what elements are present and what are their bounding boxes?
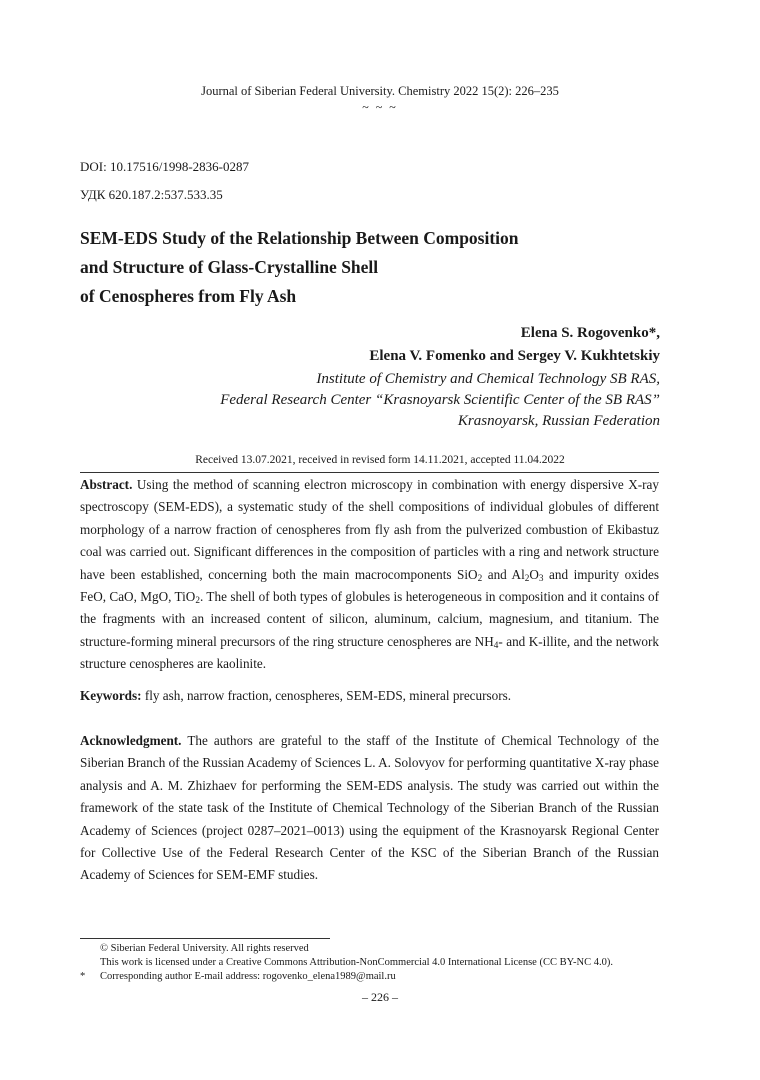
title-line-2: and Structure of Glass-Crystalline Shell bbox=[80, 257, 379, 277]
footnote-rule bbox=[80, 938, 330, 939]
received-dates: Received 13.07.2021, received in revised form 14.11.2021, accepted 11.04.2022 bbox=[195, 454, 565, 466]
abstract: Abstract. Using the method of scanning electron microscopy in combination with energy dispersive X-ray spectroscopy (SEM-EDS), a systematic study of the shell compositions of individual globules of different morphology of a narrow fraction of cenospheres from fly ash from the pulverized combustion of Ekibastuz coal was carried out. Significant differences in the composition of particles with a ring and network structure have been established, concerning both the main macrocomponents SiO$_2$ and $Al_2O_3$ and impurity oxides FeO, CaO, MgO, TiO$_2$. The shell of both types of globules is heterogeneous in composition and it contains of the fragments with an increased content of silicon, aluminum, calcium, magnesium, and titanium. The structure-forming mineral precursors of the ring structure cenospheres are $NH_4-$ and K-illite, and the network structure cenospheres are kaolinite. bbox=[80, 477, 659, 672]
abstract-label: Abstract. bbox=[80, 477, 133, 492]
footnote-star: * bbox=[80, 971, 86, 982]
footnote-copyright: © Siberian Federal University. All rights reserved bbox=[100, 943, 309, 954]
header-separator: ~ ~ ~ bbox=[362, 100, 398, 114]
affiliation-line-1: Institute of Chemistry and Chemical Technology SB RAS, bbox=[316, 371, 660, 387]
udk: УДК 620.187.2:537.533.35 bbox=[80, 187, 223, 202]
footnote-license: This work is licensed under a Creative Commons Attribution-NonCommercial 4.0 International License (CC BY-NC 4.0). bbox=[100, 957, 613, 968]
paper-title bbox=[80, 224, 680, 311]
abstract-rule bbox=[80, 472, 659, 473]
acknowledgment: Acknowledgment. The authors are grateful to the staff of the Institute of Chemical Technology of the Siberian Branch of the Russian Academy of Sciences L. A. Solovyov for performing quantitative X-ray phase analysis and A. M. Zhizhaev for performing the SEM-EDS analysis. The study was carried out within the framework of the state task of the Institute of Chemical Technology of the Siberian Branch of the Russian Academy of Sciences (project 0287–2021–0013) using the equipment of the Krasnoyarsk Regional Center for Collective Use of the Federal Research Center of the KSC of the Siberian Branch of the Russian Academy of Sciences for SEM-EMF studies. bbox=[80, 733, 660, 883]
title-line-3: of Cenospheres from Fly Ash bbox=[80, 286, 297, 306]
affiliation-line-2: Federal Research Center “Krasnoyarsk Scientific Center of the SB RAS” bbox=[220, 392, 660, 408]
author-line-1: Elena S. Rogovenko*, bbox=[520, 325, 660, 341]
footnote-corresponding: Corresponding author E-mail address: rogovenko_elena1989@mail.ru bbox=[100, 971, 396, 982]
keywords-label: Keywords: bbox=[80, 688, 142, 703]
journal-header: Journal of Siberian Federal University. Chemistry 2022 15(2): 226–235 bbox=[201, 84, 559, 98]
doi: DOI: 10.17516/1998-2836-0287 bbox=[80, 159, 249, 174]
affiliation-line-3: Krasnoyarsk, Russian Federation bbox=[457, 413, 660, 429]
keywords: Keywords: fly ash, narrow fraction, cenospheres, SEM-EDS, mineral precursors. bbox=[80, 688, 512, 703]
page-number: – 226 – bbox=[362, 990, 398, 1004]
author-line-2: Elena V. Fomenko and Sergey V. Kukhtetskiy bbox=[369, 348, 660, 364]
acknowledgment-label: Acknowledgment. bbox=[80, 733, 182, 748]
title-line-1: SEM-EDS Study of the Relationship Between Composition bbox=[80, 228, 519, 248]
